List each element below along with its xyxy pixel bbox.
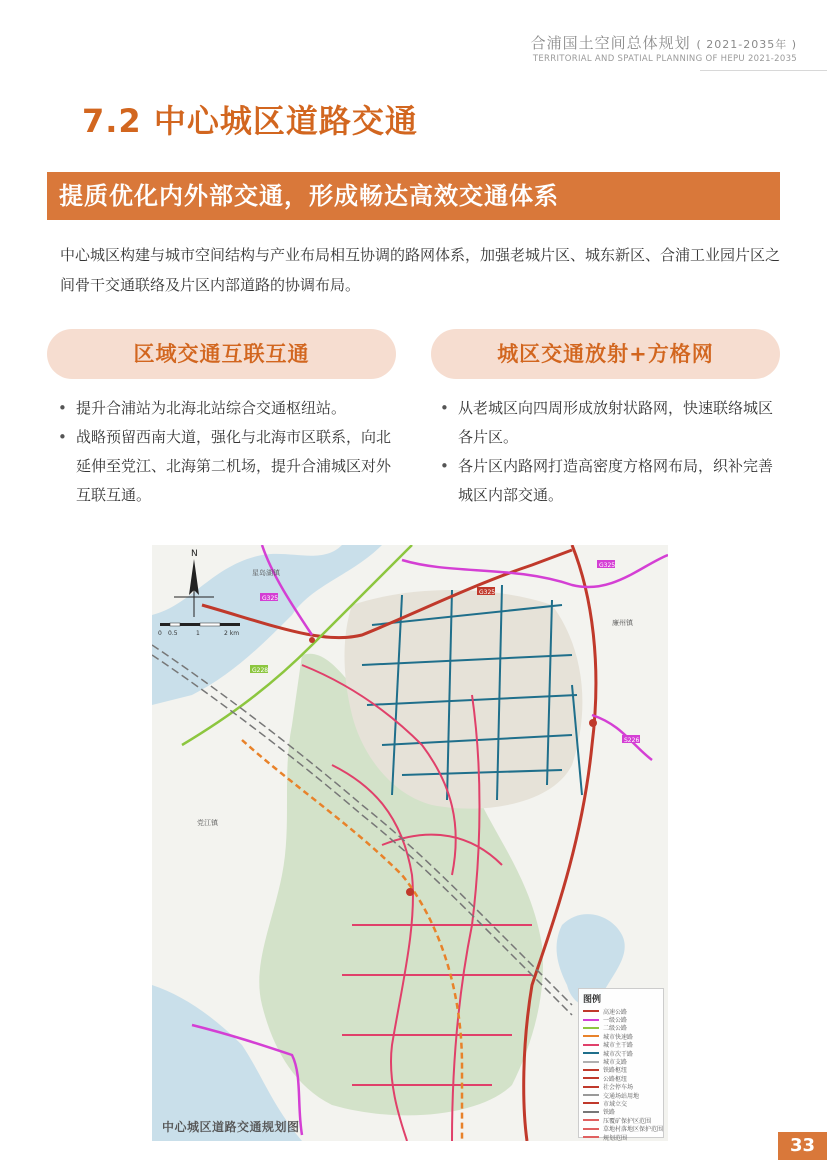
legend-swatch (583, 1128, 599, 1130)
legend-item (583, 1099, 659, 1107)
legend-label: 二级公路 (603, 1025, 628, 1033)
legend-swatch (583, 1086, 599, 1088)
legend-label: 压覆矿保护区范围 (603, 1117, 652, 1125)
left-bullet-list (58, 394, 403, 510)
road-label: S226 (624, 737, 640, 744)
scale-label: 0.5 (168, 630, 178, 637)
left-bullet-item: • 提升合浦站为北海北站综合交通枢纽站。 (58, 394, 403, 423)
header-divider (700, 70, 827, 71)
legend-label: 草地村落地区保护范围 (603, 1126, 664, 1134)
scale-label: 2 km (224, 630, 240, 637)
legend-label: 城市快速路 (603, 1033, 634, 1041)
legend-swatch (583, 1052, 599, 1054)
legend-swatch (583, 1044, 599, 1046)
road-label: G228 (252, 667, 269, 674)
legend-label: 城市支路 (603, 1059, 628, 1067)
section-title: 7.2 中心城区道路交通 (82, 102, 418, 140)
legend-label: 一级公路 (603, 1017, 628, 1025)
road-label: G325 (479, 589, 496, 596)
legend-swatch (583, 1027, 599, 1029)
left-bullet-item: • 战略预留西南大道，强化与北海市区联系，向北延伸至党江、北海第二机场，提升合浦城区对外互联互通。 (58, 423, 403, 510)
legend-swatch (583, 1119, 599, 1121)
legend-label: 规划范围 (603, 1134, 628, 1142)
road-label: G325 (262, 595, 279, 602)
legend-swatch (583, 1136, 599, 1138)
legend-swatch (583, 1035, 599, 1037)
legend-label: 公路枢纽 (603, 1075, 628, 1083)
road-label: G325 (599, 562, 616, 569)
legend-title: 图例 (583, 995, 602, 1005)
compass-north-label: N (191, 549, 198, 559)
legend-swatch (583, 1111, 599, 1113)
map-caption: 中心城区道路交通规划图 (162, 1120, 300, 1134)
legend-label: 市域立交 (603, 1101, 628, 1108)
header-title-text: 合浦国土空间总体规划 (530, 34, 691, 52)
legend-swatch (583, 1102, 599, 1104)
scale-label: 1 (196, 630, 200, 637)
page-number: 33 (778, 1132, 827, 1160)
right-bullet-list (440, 394, 780, 510)
legend-label: 城市主干路 (603, 1042, 634, 1050)
header-subtitle: TERRITORIAL AND SPATIAL PLANNING OF HEPU 2021-2035 (532, 54, 797, 64)
legend-label: 城市次干路 (603, 1050, 634, 1058)
legend-label: 铁路 (603, 1109, 616, 1117)
legend-label: 高速公路 (603, 1008, 628, 1016)
place-label: 党江镇 (197, 819, 218, 827)
scale-bar (158, 623, 240, 637)
legend-swatch (583, 1019, 599, 1021)
map-legend (578, 988, 664, 1142)
legend-items (583, 1007, 664, 1142)
section-banner: 提质优化内外部交通，形成畅达高效交通体系 (47, 172, 780, 220)
left-column-heading: 区域交通互联互通 (47, 329, 396, 379)
right-column-heading: 城区交通放射+方格网 (431, 329, 780, 379)
legend-label: 铁路枢纽 (603, 1067, 628, 1075)
legend-label: 交通场站用地 (603, 1092, 640, 1100)
intro-paragraph: 中心城区构建与城市空间结构与产业布局相互协调的路网体系，加强老城片区、城东新区、合浦工业园片区之间骨干交通联络及片区内部道路的协调布局。 (60, 246, 781, 294)
scale-label: 0 (158, 630, 162, 637)
legend-label: 社会停车场 (603, 1084, 634, 1092)
header-title-years: ( 2021-2035年 ) (696, 38, 797, 51)
right-bullet-item: • 从老城区向四周形成放射状路网，快速联络城区各片区。 (440, 394, 780, 452)
place-label: 星岛湖镇 (252, 569, 280, 577)
legend-item (583, 1133, 659, 1141)
legend-swatch (583, 1010, 599, 1012)
legend-swatch (583, 1094, 599, 1096)
header-title (531, 32, 797, 53)
legend-swatch (583, 1061, 599, 1063)
right-bullet-item: • 各片区内路网打造高密度方格网布局，织补完善城区内部交通。 (440, 452, 780, 510)
place-label: 廉州镇 (612, 619, 633, 627)
legend-swatch (583, 1069, 599, 1071)
legend-swatch (583, 1077, 599, 1079)
